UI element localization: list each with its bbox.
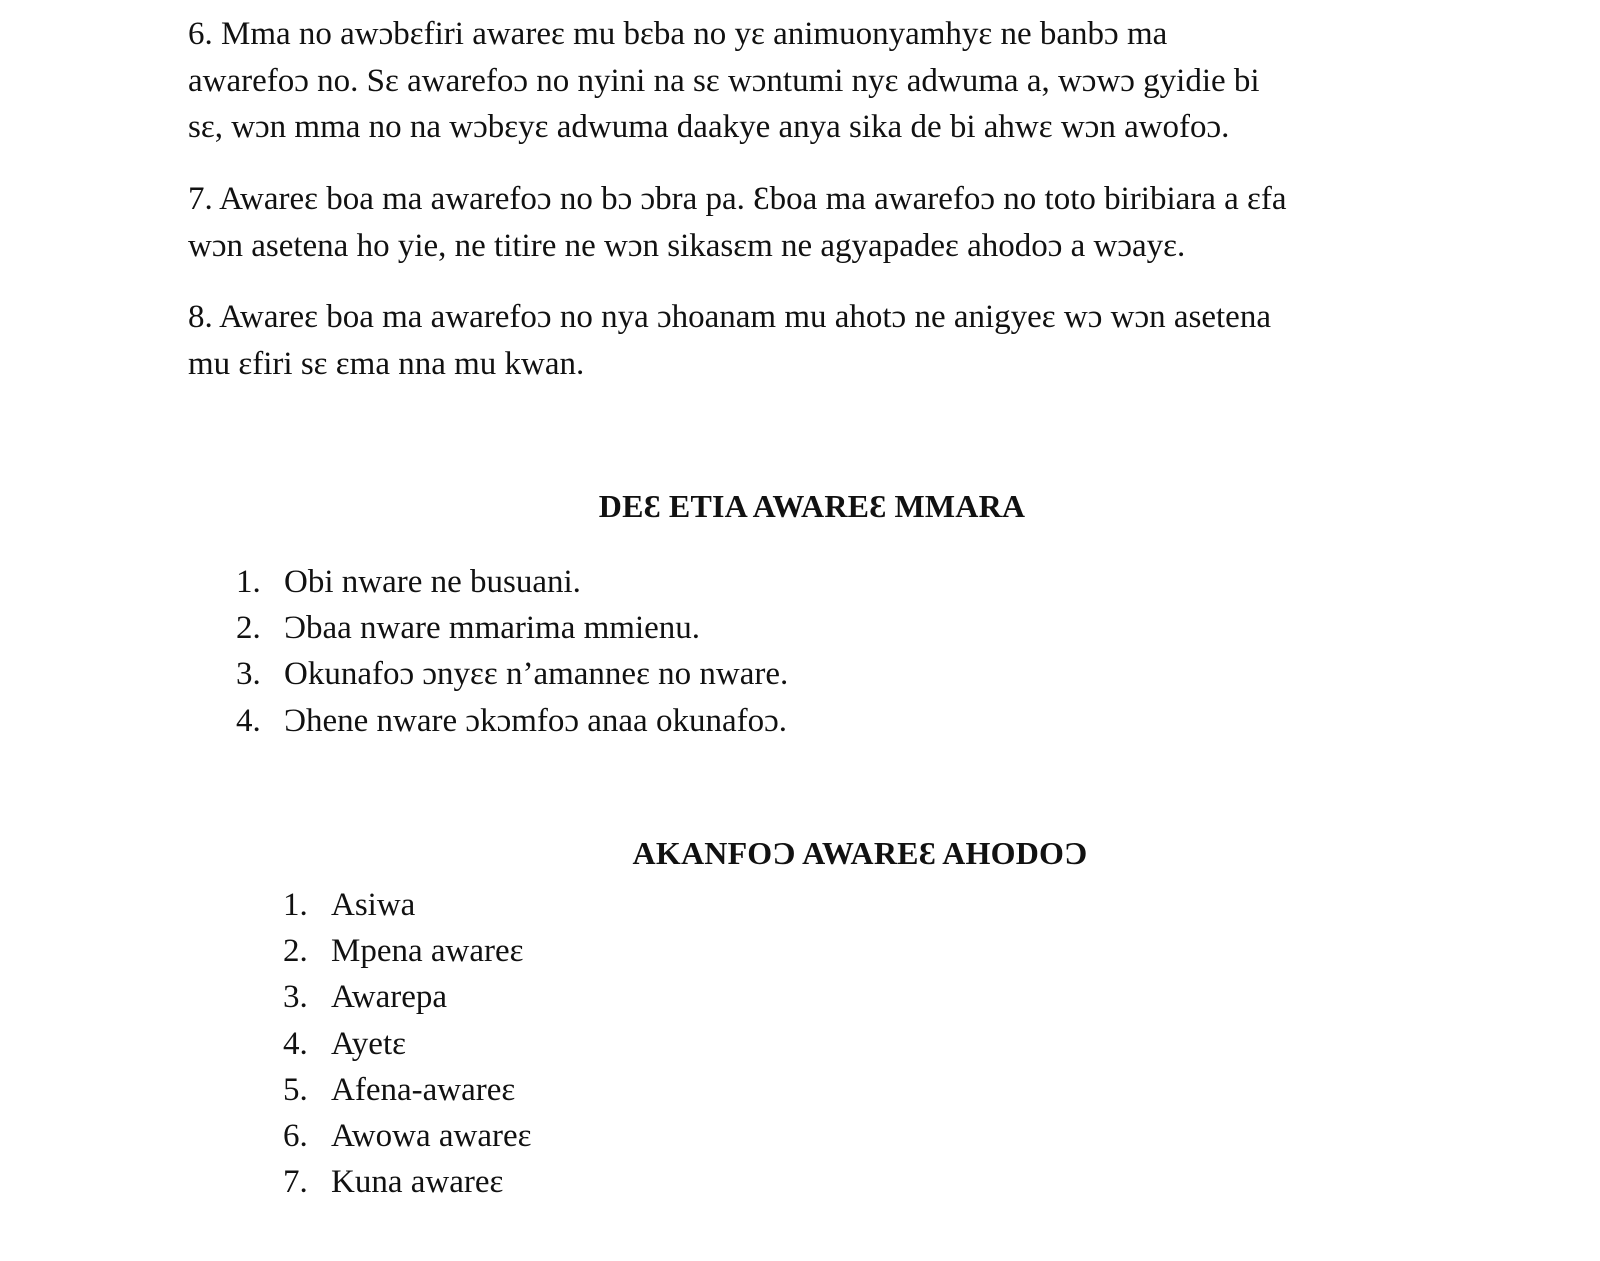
list-item-text: Afena-awareɛ	[331, 1071, 516, 1108]
list-item-number: 6.	[283, 1117, 308, 1154]
list-item-text: Obi nware ne busuani.	[284, 564, 581, 600]
list-item-number: 1.	[283, 887, 308, 923]
list-item-text: Awowa awareɛ	[331, 1117, 532, 1154]
list-item-text: Asiwa	[331, 887, 416, 923]
paragraph-6	[188, 11, 1428, 151]
list-item-text: Mpena awareɛ	[331, 933, 524, 970]
list-item-number: 5.	[283, 1071, 308, 1108]
section-heading-marriage-violations: DEƐ ETIA AWAREƐ MMARA	[598, 488, 1026, 524]
list-item-number: 3.	[283, 979, 308, 1016]
paragraph-line: 7. Awareɛ boa ma awarefoɔ no bɔ ɔbra pa. Ɛboa ma awarefoɔ no toto biribiara a ɛfa	[188, 181, 1287, 217]
list-item-text: Okunafoɔ ɔnyɛɛ n’amanneɛ no nware.	[284, 656, 789, 693]
paragraph-7	[188, 176, 1428, 269]
list-item-number: 4.	[283, 1025, 308, 1062]
paragraph-line: sɛ, wɔn mma no na wɔbɛyɛ adwuma daakye anya sika de bi ahwɛ wɔn awofoɔ.	[188, 109, 1230, 145]
list-item-number: 7.	[283, 1164, 308, 1201]
list-item-text: Awarepa	[331, 979, 448, 1016]
list-item-number: 1.	[236, 564, 261, 600]
list-item-number: 2.	[236, 610, 261, 647]
list-item-text: Ɔbaa nware mmarima mmienu.	[284, 610, 701, 647]
paragraph-line: wɔn asetena ho yie, ne titire ne wɔn sikasɛm ne agyapadeɛ ahodoɔ a wɔayɛ.	[188, 227, 1186, 264]
section-heading-marriage-types: AKANFOƆ AWAREƐ AHODOƆ	[632, 835, 1088, 871]
paragraph-line: mu ɛfiri sɛ ɛma nna mu kwan.	[188, 345, 585, 382]
paragraph-line: 6. Mma no awɔbɛfiri awareɛ mu bɛba no yɛ animuonyamhyɛ ne banbɔ ma	[188, 16, 1168, 52]
list-item-text: Kuna awareɛ	[331, 1164, 504, 1201]
paragraph-line: 8. Awareɛ boa ma awarefoɔ no nya ɔhoanam mu ahotɔ ne anigyeɛ wɔ wɔn asetena	[188, 299, 1271, 335]
list-item-text: Ayetɛ	[331, 1025, 406, 1062]
list-item-text: Ɔhene nware ɔkɔmfoɔ anaa okunafoɔ.	[284, 702, 787, 739]
list-item-number: 2.	[283, 933, 308, 970]
paragraph-8	[188, 294, 1428, 387]
paragraph-line: awarefoɔ no. Sɛ awarefoɔ no nyini na sɛ wɔntumi nyɛ adwuma a, wɔwɔ gyidie bi	[188, 62, 1260, 99]
list-item-number: 3.	[236, 656, 261, 693]
list-item-number: 4.	[236, 702, 261, 739]
